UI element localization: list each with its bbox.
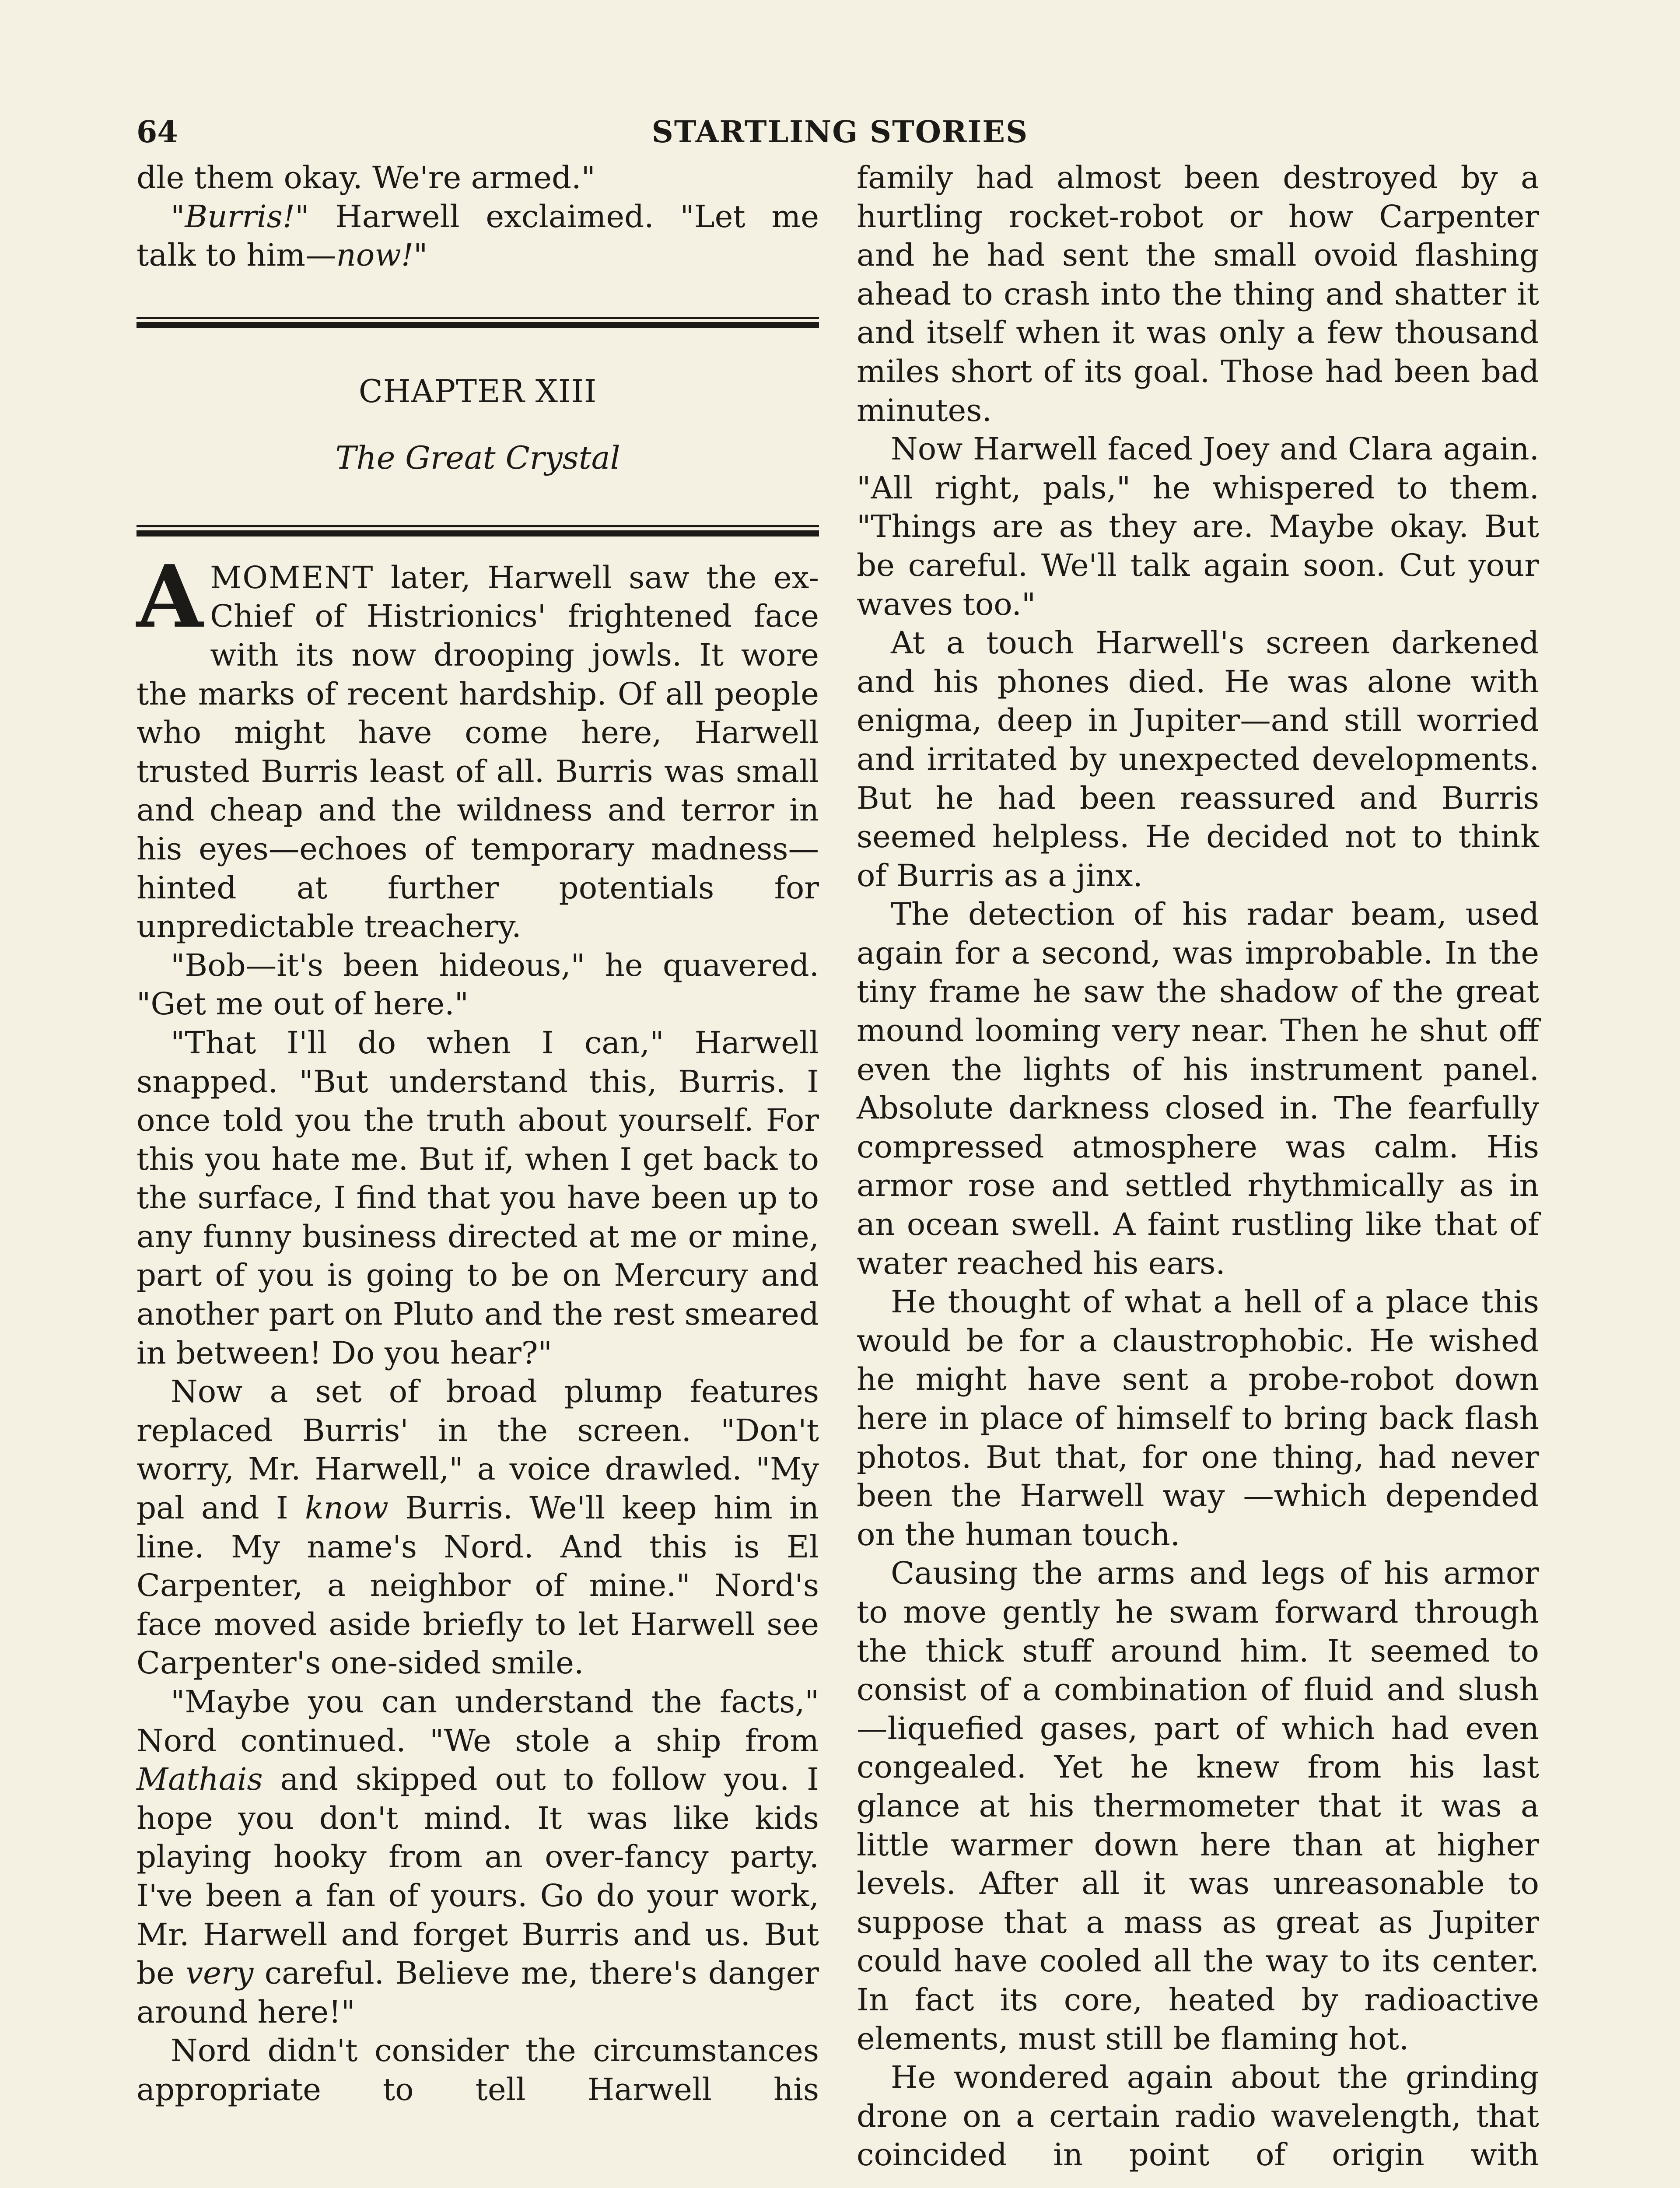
chapter-rule-top <box>136 317 819 328</box>
burris-exclaim: "Burris!" <box>171 198 309 235</box>
right-column <box>857 158 1539 2174</box>
paragraph-text: "Maybe you can understand the facts," Nord continued. "We stole a ship from <box>136 1684 819 1759</box>
paragraph: He wondered again about the grinding drone on a certain radio wavelength, that coincided in point of origin with <box>857 2059 1539 2173</box>
paragraph: Causing the arms and legs of his armor to move gently he swam forward through the thick stuff around him. It seemed to consist of a combination of fluid and slush—liquefied gases, part of which had even congealed. Yet he knew from his last glance at his thermometer that it was a little warmer down here than at higher levels. After all it was unreasonable to suppose that a mass as great as Jupiter could have cooled all the way to its center. In fact its core, heated by radioactive elements, must still be flaming hot. <box>857 1555 1539 2057</box>
emphasis-mathais: Mathais <box>136 1761 263 1798</box>
paragraph: "Bob—it's been hideous," he quavered. "Get me out of here." <box>136 947 819 1022</box>
paragraph-text: Now a set of broad plump features replaced Burris' in the screen. "Don't worry, Mr. Harwell," a voice drawled. "My pal and I <box>136 1374 819 1526</box>
now-word: now!" <box>336 237 428 274</box>
chapter-opening-paragraph <box>136 546 819 946</box>
burris-exclamation-paragraph <box>136 197 819 275</box>
paragraph: "That I'll do when I can," Harwell snapped. "But understand this, Burris. I once told you the truth about yourself. For this you hate me. But if, when I get back to the surface, I find that you have been up to any funny business directed at me or mine, part of you is going to be on Mercury and another part on Pluto and the rest smeared in between! Do you hear?" <box>136 1024 819 1371</box>
magazine-title: STARTLING STORIES <box>651 115 1029 150</box>
drop-cap: A <box>136 546 203 647</box>
chapter-number: CHAPTER XIII <box>358 372 597 410</box>
paragraph <box>136 1372 819 1683</box>
left-column <box>136 158 819 2109</box>
emphasis-know: know <box>304 1490 388 1526</box>
chapter-title: The Great Crystal <box>335 439 620 476</box>
emphasis-very: very <box>186 1955 254 1992</box>
paragraph: At a touch Harwell's screen darkened and his phones died. He was alone with enigma, deep in Jupiter—and still worried and irritated by unexpected developments. But he had been reassured and Burris seemed helpless. He decided not to think of Burris as a jinx. <box>857 625 1539 894</box>
paragraph: family had almost been destroyed by a hurtling rocket-robot or how Carpenter and he had sent the small ovoid flashing ahead to crash into the thing and shatter it and itself when it was only a few thousand miles short of its goal. Those had been bad minutes. <box>857 160 1539 428</box>
paragraph: He thought of what a hell of a place this would be for a claustrophobic. He wished he might have sent a probe-robot down here in place of himself to bring back flash photos. But that, for one thing, had never been the Harwell way —which depended on the human touch. <box>857 1284 1539 1553</box>
page-number: 64 <box>136 115 178 150</box>
paragraph-text: and skipped out to follow you. I hope you don't mind. It was like kids playing hooky from an over-fancy party. I've been a fan of yours. Go do your work, Mr. Harwell and forget Burris and us. But be <box>136 1761 819 1992</box>
opening-words: MOMENT <box>210 559 374 596</box>
running-head <box>136 115 1544 154</box>
paragraph-text: later, Harwell saw the ex-Chief of Histrionics' frightened face with its now drooping jowls. It wore the marks of recent hardship. Of all people who might have come here, Harwell trusted Burris least of all. Burris was small and cheap and the wildness and terror in his eyes—echoes of temporary madness—hinted at further potentials for unpredictable treachery. <box>136 559 819 945</box>
paragraph-text: Burris. We'll keep him in line. My name's Nord. And this is El Carpenter, a neighbor of mine." Nord's face moved aside briefly to let Harwell see Carpenter's one-sided smile. <box>136 1490 819 1681</box>
chapter-rule-bottom <box>136 525 819 536</box>
paragraph: The detection of his radar beam, used again for a second, was improbable. In the tiny frame he saw the shadow of the great mound looming very near. Then he shut off even the lights of his instrument panel. Absolute darkness closed in. The fearfully compressed atmosphere was calm. His armor rose and settled rhythmically as in an ocean swell. A faint rustling like that of water reached his ears. <box>857 896 1539 1281</box>
paragraph <box>136 1683 819 2031</box>
paragraph: Now Harwell faced Joey and Clara again. "All right, pals," he whispered to them. "Things are as they are. Maybe okay. But be careful. We'll talk again soon. Cut your waves too." <box>857 431 1539 622</box>
opening-line: dle them okay. We're armed." <box>136 160 595 196</box>
paragraph-text: careful. Believe me, there's danger around here!" <box>136 1955 819 2030</box>
paragraph: Nord didn't consider the circumstances appropriate to tell Harwell his <box>136 2033 819 2107</box>
exclaim-text: Harwell exclaimed. "Let me talk to him— <box>136 198 819 274</box>
